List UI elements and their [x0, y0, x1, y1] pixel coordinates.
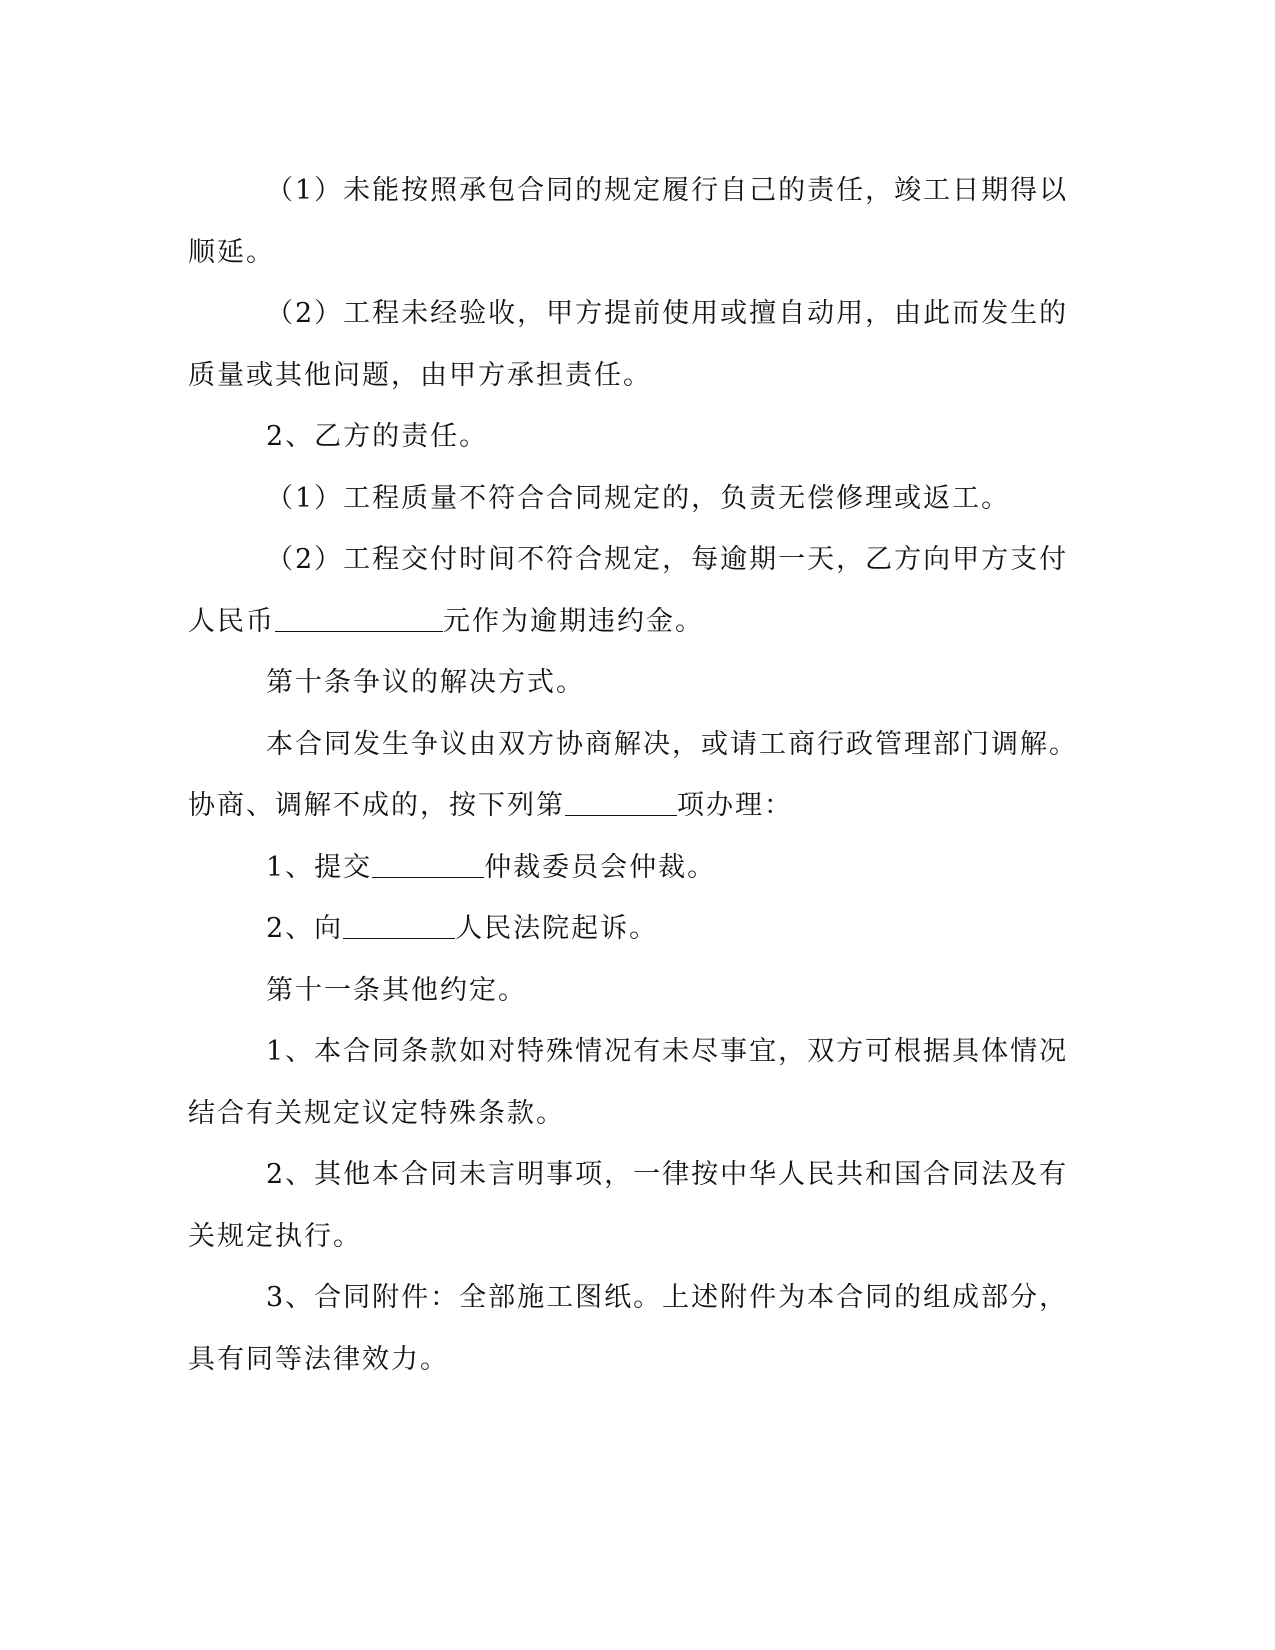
paragraph-line: 质量或其他问题，由甲方承担责任。	[188, 359, 652, 391]
text-before-blank: 2、向	[266, 913, 344, 944]
article-heading: 第十条争议的解决方式。	[266, 667, 585, 698]
text-before-blank: 协商、调解不成的，按下列第	[188, 790, 565, 821]
paragraph-line-with-blank	[188, 591, 1058, 653]
paragraph-line: （1）未能按照承包合同的规定履行自己的责任，竣工日期得以	[266, 175, 1069, 206]
paragraph-line-with-blank	[188, 837, 1058, 899]
fill-in-blank[interactable]	[275, 601, 443, 632]
paragraph-line: 1、本合同条款如对特殊情况有未尽事宜，双方可根据具体情况	[266, 1036, 1069, 1067]
text-after-blank: 仲裁委员会仲裁。	[484, 851, 717, 883]
paragraph-line: （2）工程未经验收，甲方提前使用或擅自动用，由此而发生的	[266, 298, 1069, 329]
fill-in-blank[interactable]	[372, 847, 484, 878]
paragraph-line: 本合同发生争议由双方协商解决，或请工商行政管理部门调解。	[266, 728, 1078, 760]
paragraph-line-with-blank	[188, 898, 1058, 960]
paragraph-line: （1）工程质量不符合合同规定的，负责无偿修理或返工。	[266, 482, 1011, 514]
text-after-blank: 人民法院起诉。	[455, 913, 659, 944]
paragraph-line: 顺延。	[188, 236, 275, 268]
paragraph-line: 2、其他本合同未言明事项，一律按中华人民共和国合同法及有	[266, 1159, 1069, 1190]
paragraph-line: 具有同等法律效力。	[188, 1343, 449, 1375]
article-heading: 第十一条其他约定。	[266, 974, 527, 1006]
paragraph-line: 关规定执行。	[188, 1220, 362, 1252]
paragraph-line: 结合有关规定议定特殊条款。	[188, 1097, 565, 1129]
paragraph-line-with-blank	[188, 775, 1058, 837]
text-after-blank: 项办理：	[677, 790, 793, 821]
document-body	[188, 160, 1078, 1390]
fill-in-blank[interactable]	[343, 908, 455, 939]
paragraph-line: 3、合同附件：全部施工图纸。上述附件为本合同的组成部分，	[266, 1282, 1069, 1313]
text-before-blank: 人民币	[188, 605, 275, 637]
text-after-blank: 元作为逾期违约金。	[443, 605, 704, 637]
text-before-blank: 1、提交	[266, 851, 373, 883]
paragraph-line: （2）工程交付时间不符合规定，每逾期一天，乙方向甲方支付	[266, 544, 1069, 575]
fill-in-blank[interactable]	[565, 785, 677, 816]
section-heading: 2、乙方的责任。	[266, 421, 489, 452]
